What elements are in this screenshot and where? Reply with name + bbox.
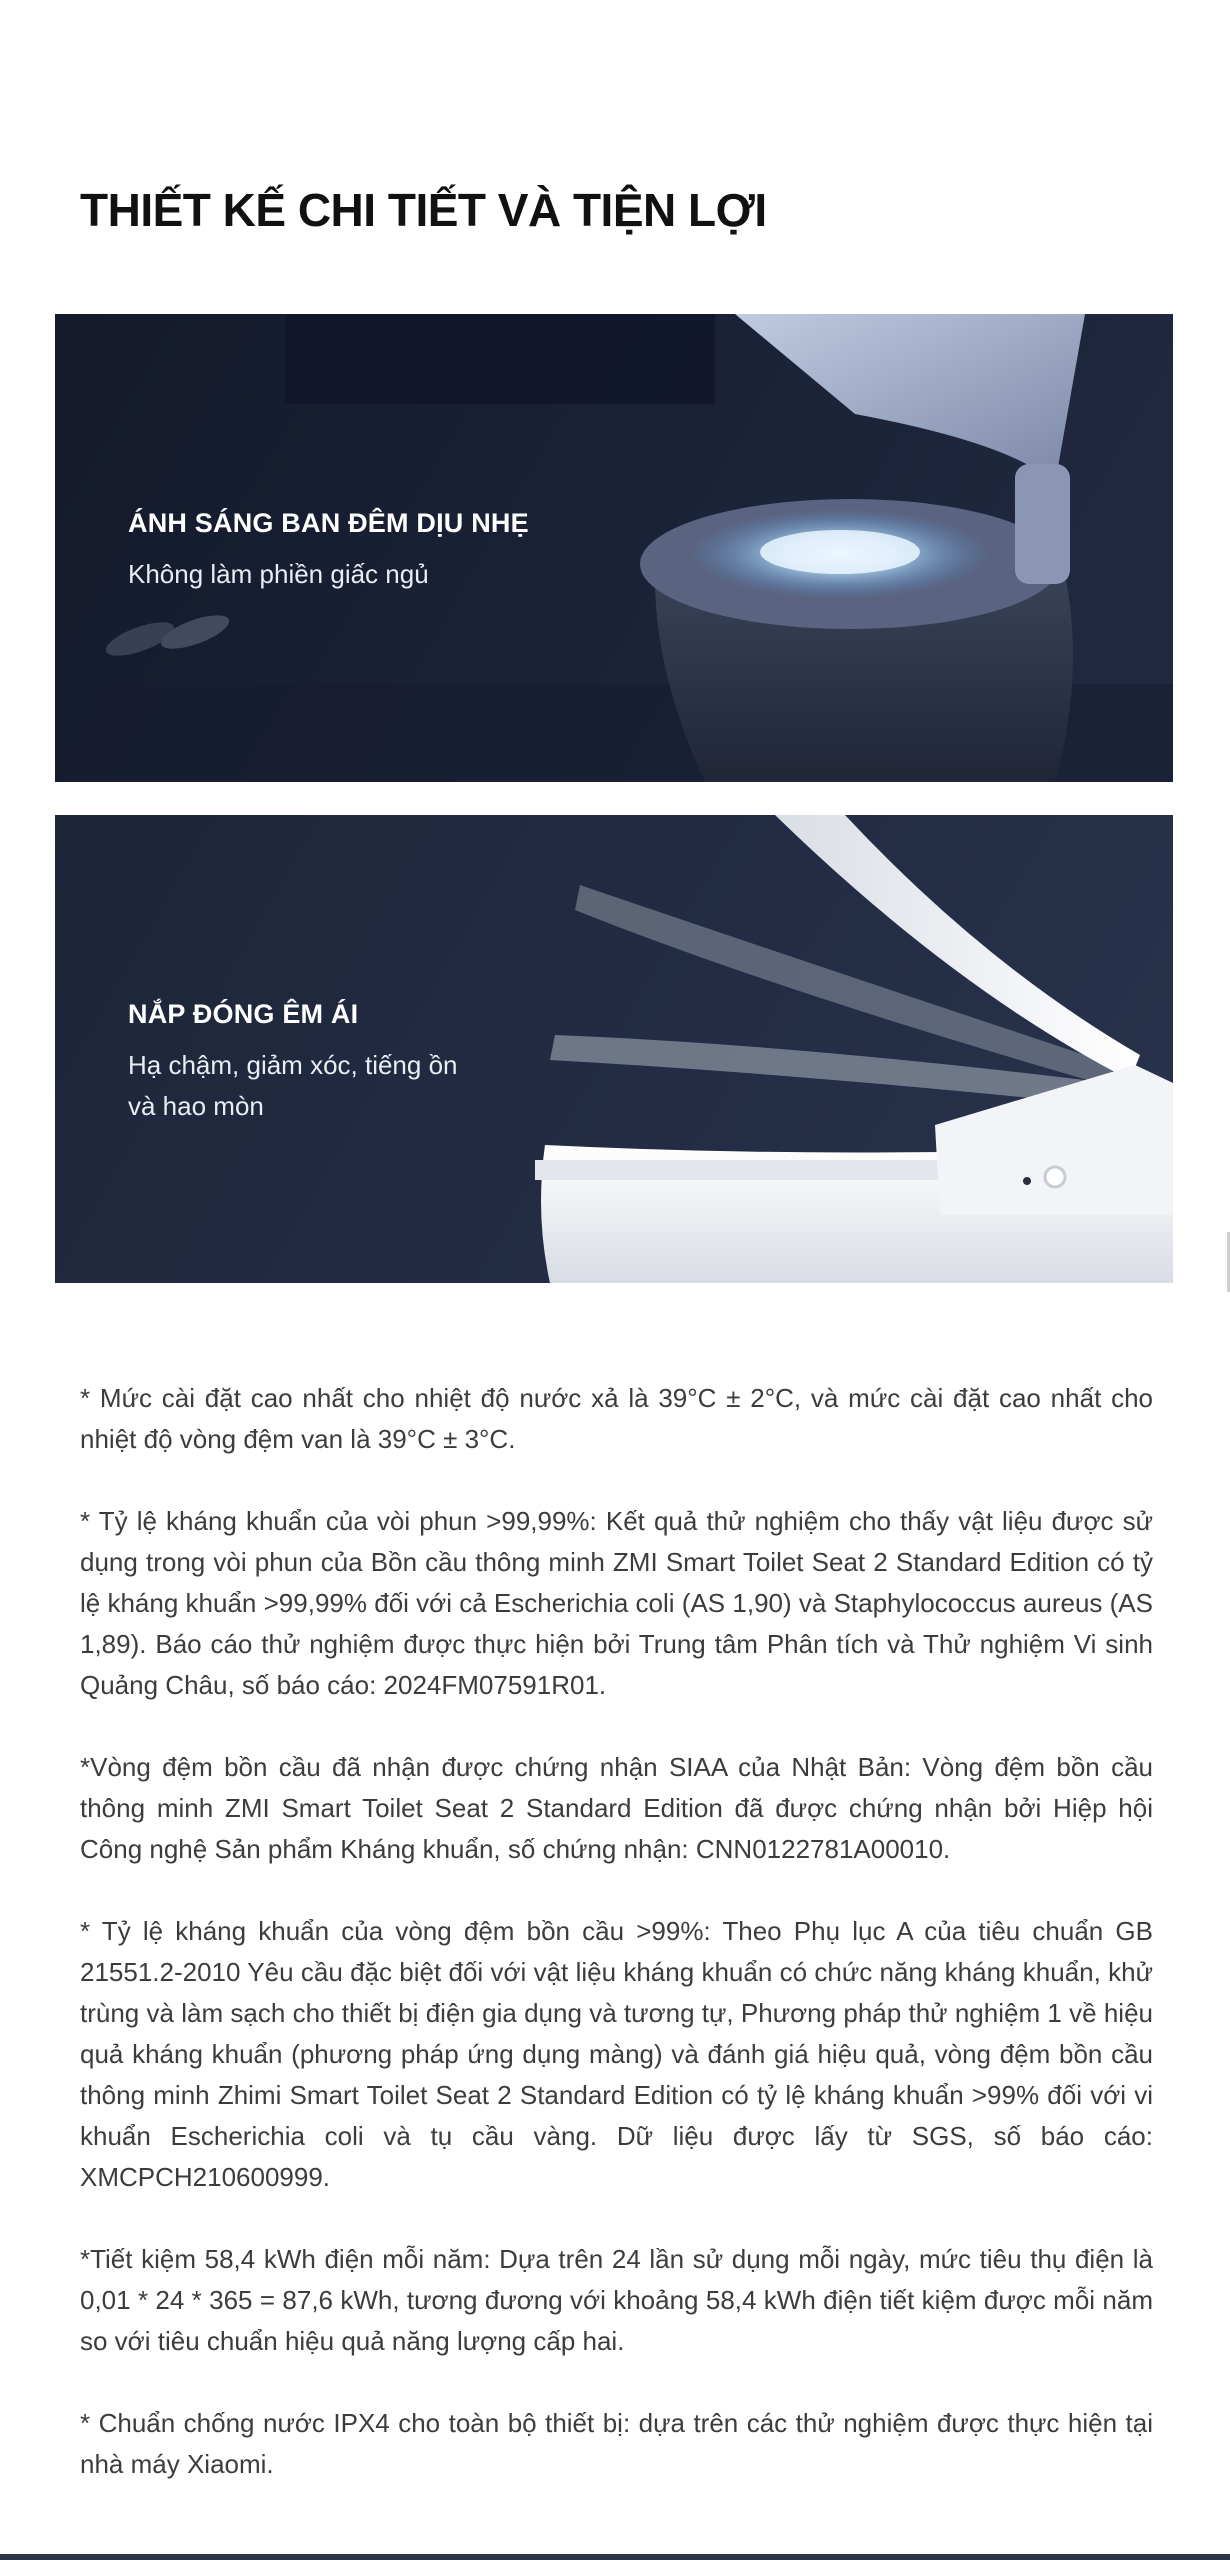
footnote-item: *Vòng đệm bồn cầu đã nhận được chứng nhận SIAA của Nhật Bản: Vòng đệm bồn cầu thông minh ZMI Smart Toilet Seat 2 Standard Edition đã được chứng nhận bởi Hiệp hội Công nghệ Sản phẩm Kháng khuẩn, số chứng nhận: CNN0122781A00010. — [80, 1752, 1153, 1864]
feature-heading: ÁNH SÁNG BAN ĐÊM DỊU NHẸ — [128, 508, 529, 538]
soft-close-text — [128, 997, 458, 1127]
feature-heading: NẮP ĐÓNG ÊM ÁI — [128, 999, 359, 1029]
feature-card-soft-close — [55, 815, 1173, 1283]
night-light-text — [128, 506, 529, 595]
feature-subtitle: Không làm phiền giấc ngủ — [128, 559, 429, 589]
footnote-item: * Tỷ lệ kháng khuẩn của vòng đệm bồn cầu >99%: Theo Phụ lục A của tiêu chuẩn GB 21551.2-2010 Yêu cầu đặc biệt đối với vật liệu kháng khuẩn có chức năng kháng khuẩn, khử trùng và làm sạch cho thiết bị điện gia dụng và tương tự, Phương pháp thử nghiệm 1 về hiệu quả kháng khuẩn (phương pháp ứng dụng màng) và đánh giá hiệu quả, vòng đệm bồn cầu thông minh Zhimi Smart Toilet Seat 2 Standard Edition có tỷ lệ kháng khuẩn >99% đối với vi khuẩn Escherichia coli và tụ cầu vàng. Dữ liệu được lấy từ SGS, số báo cáo: XMCPCH210600999. — [80, 1916, 1153, 2192]
footnote-item: *Tiết kiệm 58,4 kWh điện mỗi năm: Dựa trên 24 lần sử dụng mỗi ngày, mức tiêu thụ điện là 0,01 * 24 * 365 = 87,6 kWh, tương đương với khoảng 58,4 kWh điện tiết kiệm được mỗi năm so với tiêu chuẩn hiệu quả năng lượng cấp hai. — [80, 2244, 1153, 2356]
feature-card-night-light — [55, 314, 1173, 782]
footnotes-list — [80, 1378, 1153, 2526]
bottom-divider — [0, 2554, 1230, 2560]
footnote-item: * Chuẩn chống nước IPX4 cho toàn bộ thiết bị: dựa trên các thử nghiệm được thực hiện tại nhà máy Xiaomi. — [80, 2408, 1153, 2479]
footnote-item: * Tỷ lệ kháng khuẩn của vòi phun >99,99%: Kết quả thử nghiệm cho thấy vật liệu được sử dụng trong vòi phun của Bồn cầu thông minh ZMI Smart Toilet Seat 2 Standard Edition có tỷ lệ kháng khuẩn >99,99% đối với cả Escherichia coli (AS 1,90) và Staphylococcus aureus (AS 1,89). Báo cáo thử nghiệm được thực hiện bởi Trung tâm Phân tích và Thử nghiệm Vi sinh Quảng Châu, số báo cáo: 2024FM07591R01. — [80, 1506, 1153, 1700]
footnote-item: * Mức cài đặt cao nhất cho nhiệt độ nước xả là 39°C ± 2°C, và mức cài đặt cao nhất cho nhiệt độ vòng đệm van là 39°C ± 3°C. — [80, 1383, 1153, 1454]
feature-subtitle: Hạ chậm, giảm xóc, tiếng ồn và hao mòn — [128, 1050, 458, 1121]
page-title: THIẾT KẾ CHI TIẾT VÀ TIỆN LỢI — [80, 184, 767, 236]
